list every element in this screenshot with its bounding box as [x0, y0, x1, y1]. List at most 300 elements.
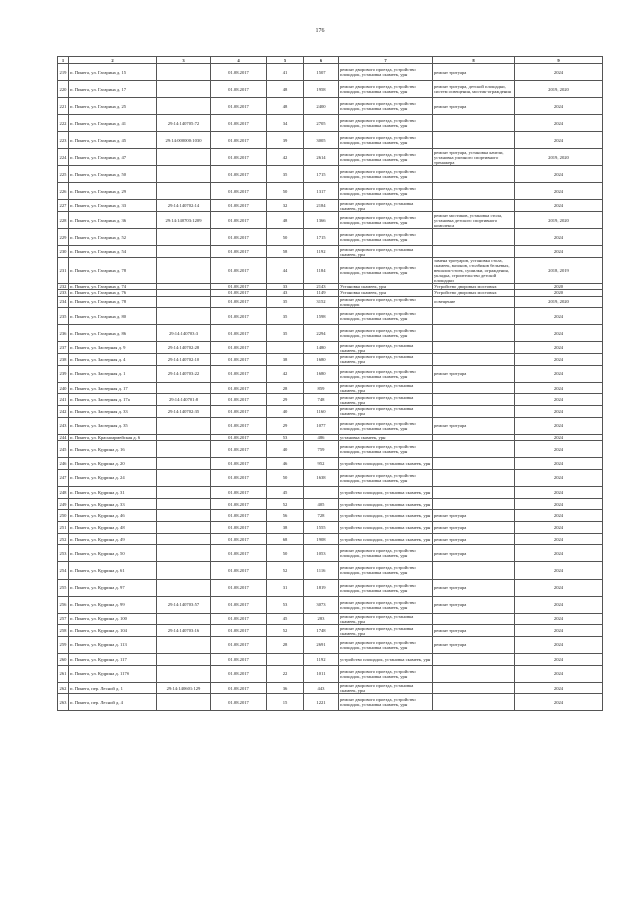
cell-cad — [157, 486, 211, 498]
cell-cad: 29:14:140703:3 — [157, 325, 211, 342]
cell-date: 01.08.2017 — [211, 613, 267, 625]
cell-date: 01.08.2017 — [211, 562, 267, 579]
cell-year: 2024 — [515, 183, 603, 200]
cell-pct: 38 — [267, 354, 304, 366]
cell-n: 239 — [58, 365, 69, 382]
table-row — [58, 682, 603, 694]
cell-n: 236 — [58, 325, 69, 342]
cell-cad: 29:14:140702:14 — [157, 200, 211, 212]
header-cell: 7 — [339, 57, 433, 64]
cell-area: 1160 — [304, 406, 339, 418]
cell-cad — [157, 533, 211, 545]
cell-n: 244 — [58, 434, 69, 440]
cell-extra: ремонт тротуара, установка качели, установка уличного спортивного тренажера — [433, 149, 515, 166]
cell-date: 01.08.2017 — [211, 290, 267, 296]
cell-cad — [157, 166, 211, 183]
cell-extra — [433, 132, 515, 149]
table-body — [58, 64, 603, 711]
cell-addr: п. Пинега, ул. Гагарина д. 54 — [69, 246, 157, 258]
cell-area: 859 — [304, 382, 339, 394]
cell-year: 2024 — [515, 533, 603, 545]
cell-date: 01.08.2017 — [211, 212, 267, 229]
cell-extra — [433, 654, 515, 666]
cell-work: ремонт дворового проезда, устройство площадок, установка скамеек, урн — [339, 545, 433, 562]
cell-year: 2024 — [515, 406, 603, 418]
cell-year: 2024 — [515, 682, 603, 694]
cell-cad: 29:14:140701:8 — [157, 394, 211, 406]
cell-cad: 29:14:140702:35 — [157, 406, 211, 418]
cell-year: 2024 — [515, 132, 603, 149]
cell-addr: п. Пинега, ул. Гагарина д. 47 — [69, 149, 157, 166]
cell-pct: 40 — [267, 406, 304, 418]
header-cell: 8 — [433, 57, 515, 64]
cell-extra — [433, 498, 515, 510]
cell-area: 3005 — [304, 132, 339, 149]
cell-cad — [157, 498, 211, 510]
cell-year: 2019, 2020 — [515, 212, 603, 229]
cell-work: ремонт дворового проезда, устройство площадок, установка скамеек, урн — [339, 469, 433, 486]
table-row — [58, 533, 603, 545]
cell-year: 2024 — [515, 562, 603, 579]
cell-area: 1221 — [304, 694, 339, 711]
cell-addr: п. Пинега, ул. Заозерная д. 4 — [69, 354, 157, 366]
cell-area: 952 — [304, 458, 339, 470]
table-row — [58, 183, 603, 200]
cell-area: 2705 — [304, 115, 339, 132]
cell-addr: п. Пинега, ул. Заозерная д. 1 — [69, 365, 157, 382]
cell-year: 2024 — [515, 665, 603, 682]
cell-year: 2024 — [515, 394, 603, 406]
cell-work: устройство площадок, установка скамеек, урн — [339, 458, 433, 470]
cell-cad — [157, 613, 211, 625]
cell-area: 1598 — [304, 308, 339, 325]
cell-year: 2024 — [515, 498, 603, 510]
cell-extra — [433, 665, 515, 682]
cell-n: 245 — [58, 441, 69, 458]
cell-work: ремонт дворового проезда, установка скамеек, урн — [339, 342, 433, 354]
cell-cad — [157, 665, 211, 682]
cell-pct: 38 — [267, 522, 304, 534]
table-row — [58, 132, 603, 149]
cell-area: 1192 — [304, 654, 339, 666]
cell-extra — [433, 200, 515, 212]
cell-area: 443 — [304, 682, 339, 694]
cell-year: 2024 — [515, 417, 603, 434]
cell-date: 01.08.2017 — [211, 694, 267, 711]
cell-pct — [267, 342, 304, 354]
cell-date: 01.08.2017 — [211, 115, 267, 132]
cell-cad — [157, 579, 211, 596]
cell-n: 255 — [58, 579, 69, 596]
cell-year: 2024 — [515, 354, 603, 366]
cell-area: 1149 — [304, 290, 339, 296]
cell-cad: 29:14:140702:28 — [157, 342, 211, 354]
table-row — [58, 665, 603, 682]
cell-addr: п. Пинега, ул. Гагарина д. 50 — [69, 166, 157, 183]
cell-n: 262 — [58, 682, 69, 694]
cell-work: устройство площадок, установка скамеек, урн — [339, 533, 433, 545]
cell-n: 225 — [58, 166, 69, 183]
table-row — [58, 296, 603, 308]
cell-area: 2691 — [304, 636, 339, 653]
cell-date: 01.08.2017 — [211, 486, 267, 498]
cell-area: 2614 — [304, 149, 339, 166]
table-row — [58, 625, 603, 637]
cell-year: 2024 — [515, 486, 603, 498]
cell-n: 254 — [58, 562, 69, 579]
cell-work: ремонт дворового проезда, устройство площадок, установка скамеек, урн — [339, 229, 433, 246]
cell-n: 240 — [58, 382, 69, 394]
cell-date: 01.08.2017 — [211, 325, 267, 342]
cell-year: 2024 — [515, 342, 603, 354]
header-cell: 9 — [515, 57, 603, 64]
cell-area: 728 — [304, 510, 339, 522]
cell-n: 233 — [58, 290, 69, 296]
cell-year: 2024 — [515, 98, 603, 115]
table-row — [58, 486, 603, 498]
cell-cad — [157, 562, 211, 579]
cell-pct: 45 — [267, 486, 304, 498]
cell-year: 2019, 2020 — [515, 296, 603, 308]
cell-extra: ремонт тротуара — [433, 522, 515, 534]
table-row — [58, 469, 603, 486]
cell-addr: п. Пинега, ул. Гагарина д. 36 — [69, 212, 157, 229]
cell-pct: 43 — [267, 290, 304, 296]
cell-pct: 36 — [267, 682, 304, 694]
cell-addr: п. Пинега, ул. Гагарина д. 29 — [69, 183, 157, 200]
cell-addr: п. Пинега, ул. Кудрина д. 33 — [69, 498, 157, 510]
cell-addr: п. Пинега, ул. Заозерная д. 9 — [69, 342, 157, 354]
cell-n: 248 — [58, 486, 69, 498]
cell-area: 2400 — [304, 98, 339, 115]
cell-addr: п. Пинега, ул. Кудрина д. 99 — [69, 596, 157, 613]
cell-work: ремонт дворового проезда, установка скамеек, урн — [339, 246, 433, 258]
cell-date: 01.08.2017 — [211, 406, 267, 418]
cell-year: 2024 — [515, 510, 603, 522]
cell-date: 01.08.2017 — [211, 458, 267, 470]
cell-addr: п. Пинега, ул. Кудрина д. 49 — [69, 533, 157, 545]
cell-addr: п. Пинега, ул. Гагарина д. 17 — [69, 81, 157, 98]
cell-pct: 45 — [267, 613, 304, 625]
cell-extra — [433, 613, 515, 625]
cell-extra: замена тротуаров, установка стола, скамеек, вазонов, столбиков бельевых, вешалок-стоек, сушилки, ограждения, укладка, строительство детской площадки — [433, 257, 515, 283]
cell-area: 1680 — [304, 354, 339, 366]
cell-year: 2020 — [515, 283, 603, 289]
cell-work: ремонт дворового проезда, установка скамеек, урн — [339, 394, 433, 406]
cell-cad: 29:14:140601:129 — [157, 682, 211, 694]
cell-addr: п. Пинега, ул. Кудрина д. 48 — [69, 522, 157, 534]
cell-n: 220 — [58, 81, 69, 98]
cell-addr: п. Пинега, ул. Гагарина д. 45 — [69, 132, 157, 149]
cell-pct: 52 — [267, 625, 304, 637]
cell-cad — [157, 98, 211, 115]
cell-n: 259 — [58, 636, 69, 653]
cell-extra — [433, 469, 515, 486]
cell-date: 01.08.2017 — [211, 166, 267, 183]
cell-extra — [433, 382, 515, 394]
cell-year: 2024 — [515, 382, 603, 394]
cell-year: 2024 — [515, 229, 603, 246]
cell-addr: п. Пинега, ул. Кудрина д. 16 — [69, 441, 157, 458]
cell-work: ремонт дворового проезда, устройство площадок, установка скамеек, урн — [339, 115, 433, 132]
header-cell: 4 — [211, 57, 267, 64]
cell-year: 2024 — [515, 545, 603, 562]
cell-extra — [433, 486, 515, 498]
cell-year: 2024 — [515, 625, 603, 637]
cell-pct: 50 — [267, 229, 304, 246]
cell-cad: 29:14:140705:72 — [157, 115, 211, 132]
cell-area: 2184 — [304, 200, 339, 212]
cell-cad — [157, 183, 211, 200]
cell-addr: п. Пинега, ул. Кудрина д. 104 — [69, 625, 157, 637]
cell-area: 1480 — [304, 342, 339, 354]
cell-n: 234 — [58, 296, 69, 308]
cell-area: 1680 — [304, 365, 339, 382]
cell-n: 229 — [58, 229, 69, 246]
cell-extra — [433, 342, 515, 354]
cell-work: ремонт дворового проезда, установка скамеек, урн — [339, 625, 433, 637]
cell-work: ремонт дворового проезда, устройство площадок, установка скамеек, урн — [339, 636, 433, 653]
cell-extra: освещение — [433, 296, 515, 308]
cell-n: 261 — [58, 665, 69, 682]
cell-n: 221 — [58, 98, 69, 115]
table-row — [58, 200, 603, 212]
cell-area: 3152 — [304, 296, 339, 308]
cell-work: Установка скамеек, урн — [339, 283, 433, 289]
cell-year: 2024 — [515, 522, 603, 534]
cell-cad: 29:14:140703:16 — [157, 625, 211, 637]
cell-area: 748 — [304, 394, 339, 406]
cell-extra — [433, 682, 515, 694]
cell-cad — [157, 654, 211, 666]
cell-date: 01.08.2017 — [211, 579, 267, 596]
cell-pct: 58 — [267, 246, 304, 258]
cell-pct: 31 — [267, 579, 304, 596]
cell-year: 2024 — [515, 613, 603, 625]
table-row — [58, 510, 603, 522]
table-row — [58, 596, 603, 613]
cell-date: 01.08.2017 — [211, 382, 267, 394]
cell-area: 1958 — [304, 81, 339, 98]
cell-cad — [157, 64, 211, 81]
cell-work: ремонт дворового проезда, устройство площадок, установка скамеек, урн — [339, 365, 433, 382]
cell-pct: 44 — [267, 257, 304, 283]
cell-pct: 53 — [267, 596, 304, 613]
table-row — [58, 64, 603, 81]
cell-extra — [433, 183, 515, 200]
cell-addr: п. Пинега, ул. Гагарина д. 78 — [69, 296, 157, 308]
cell-extra — [433, 694, 515, 711]
improvement-table — [57, 56, 603, 711]
cell-n: 219 — [58, 64, 69, 81]
cell-extra: ремонт тротуара — [433, 533, 515, 545]
cell-cad — [157, 81, 211, 98]
cell-extra: ремонт тротуара — [433, 636, 515, 653]
cell-area: 1184 — [304, 257, 339, 283]
cell-extra — [433, 354, 515, 366]
cell-n: 230 — [58, 246, 69, 258]
cell-work: ремонт дворового проезда, устройство площадок, установка скамеек, урн — [339, 166, 433, 183]
table-row — [58, 441, 603, 458]
cell-extra: Устройство дворовых мостовых — [433, 290, 515, 296]
cell-year: 2024 — [515, 246, 603, 258]
cell-n: 231 — [58, 257, 69, 283]
cell-area: 2294 — [304, 325, 339, 342]
cell-extra — [433, 458, 515, 470]
cell-addr: п. Пинега, ул. Гагарина д. 15 — [69, 64, 157, 81]
cell-pct: 15 — [267, 694, 304, 711]
cell-n: 251 — [58, 522, 69, 534]
cell-date: 01.08.2017 — [211, 469, 267, 486]
table-row — [58, 325, 603, 342]
header-cell: 3 — [157, 57, 211, 64]
table-row — [58, 562, 603, 579]
cell-year: 2024 — [515, 636, 603, 653]
table-row — [58, 149, 603, 166]
header-cell: 5 — [267, 57, 304, 64]
cell-n: 238 — [58, 354, 69, 366]
cell-year: 2024 — [515, 596, 603, 613]
cell-date: 01.08.2017 — [211, 132, 267, 149]
cell-date: 01.08.2017 — [211, 510, 267, 522]
cell-extra: ремонт тротуара — [433, 64, 515, 81]
cell-extra: ремонт тротуара — [433, 98, 515, 115]
cell-area: 1011 — [304, 665, 339, 682]
cell-cad: 29:14:140703:1209 — [157, 212, 211, 229]
cell-date: 01.08.2017 — [211, 441, 267, 458]
cell-area: 2143 — [304, 283, 339, 289]
cell-year: 2024 — [515, 579, 603, 596]
cell-cad — [157, 510, 211, 522]
cell-area: 1715 — [304, 229, 339, 246]
table-row — [58, 98, 603, 115]
cell-date: 01.08.2017 — [211, 246, 267, 258]
table-row — [58, 81, 603, 98]
cell-pct: 29 — [267, 417, 304, 434]
cell-work: установка скамеек, урн — [339, 434, 433, 440]
cell-date: 01.08.2017 — [211, 596, 267, 613]
cell-pct: 29 — [267, 394, 304, 406]
cell-addr: п. Пинега, ул. Кудрина д. 20 — [69, 458, 157, 470]
table-row — [58, 636, 603, 653]
cell-addr: п. Пинега, ул. Кудрина д. 113 — [69, 636, 157, 653]
table-row — [58, 365, 603, 382]
cell-date: 01.08.2017 — [211, 342, 267, 354]
cell-n: 243 — [58, 417, 69, 434]
cell-area: 759 — [304, 441, 339, 458]
table-row — [58, 458, 603, 470]
cell-addr: п. Пинега, ул. Заозерная д. 35 — [69, 417, 157, 434]
cell-addr: п. Пинега, ул. Кудрина д. 31 — [69, 486, 157, 498]
cell-work: ремонт дворового проезда, устройство площадок, установка скамеек, урн — [339, 132, 433, 149]
table-row — [58, 342, 603, 354]
cell-pct: 52 — [267, 562, 304, 579]
cell-cad — [157, 246, 211, 258]
cell-year: 2024 — [515, 308, 603, 325]
cell-n: 263 — [58, 694, 69, 711]
cell-date: 01.08.2017 — [211, 625, 267, 637]
cell-year: 2024 — [515, 200, 603, 212]
cell-addr: п. Пинега, ул. Гагарина д. 80 — [69, 308, 157, 325]
cell-addr: п. Пинега, ул. Кудрина д. 117 — [69, 654, 157, 666]
cell-work: ремонт дворового проезда, устройство площадок, установка скамеек, урн — [339, 64, 433, 81]
cell-n: 223 — [58, 132, 69, 149]
cell-date: 01.08.2017 — [211, 417, 267, 434]
cell-area: 1555 — [304, 522, 339, 534]
header-cell: 6 — [304, 57, 339, 64]
cell-addr: п. Пинега, ул. Кудрина д. 97 — [69, 579, 157, 596]
cell-area: 405 — [304, 498, 339, 510]
cell-work: Установка скамеек, урн — [339, 290, 433, 296]
cell-pct: 22 — [267, 665, 304, 682]
cell-work: устройство площадок, установка скамеек, урн — [339, 522, 433, 534]
cell-work: ремонт дворового проезда, устройство площадок, установка скамеек, урн — [339, 308, 433, 325]
table-row — [58, 654, 603, 666]
cell-pct: 46 — [267, 458, 304, 470]
cell-extra — [433, 166, 515, 183]
cell-area: 1077 — [304, 417, 339, 434]
cell-year: 2024 — [515, 654, 603, 666]
cell-n: 247 — [58, 469, 69, 486]
cell-pct: 53 — [267, 434, 304, 440]
cell-n: 256 — [58, 596, 69, 613]
cell-area: 1908 — [304, 533, 339, 545]
header-cell: 1 — [58, 57, 69, 64]
cell-addr: п. Пинега, ул. Красноармейская д. 6 — [69, 434, 157, 440]
cell-n: 235 — [58, 308, 69, 325]
page-number: 176 — [315, 28, 325, 34]
cell-pct: 42 — [267, 149, 304, 166]
cell-extra — [433, 115, 515, 132]
cell-cad — [157, 382, 211, 394]
cell-year: 2024 — [515, 434, 603, 440]
cell-work: ремонт дворового проезда, устройство площадок, установка скамеек, урн — [339, 596, 433, 613]
cell-n: 242 — [58, 406, 69, 418]
cell-n: 222 — [58, 115, 69, 132]
cell-addr: п. Пинега, ул. Заозерная д. 17а — [69, 394, 157, 406]
cell-n: 252 — [58, 533, 69, 545]
cell-addr: п. Пинега, ул. Кудрина д. 24 — [69, 469, 157, 486]
cell-cad — [157, 636, 211, 653]
cell-pct: 41 — [267, 64, 304, 81]
table-row — [58, 694, 603, 711]
cell-area: 1748 — [304, 625, 339, 637]
cell-pct: 50 — [267, 545, 304, 562]
cell-area: 1507 — [304, 64, 339, 81]
cell-work: ремонт дворового проезда, установка скамеек, урн — [339, 200, 433, 212]
cell-cad: 29:14:140703:57 — [157, 596, 211, 613]
cell-date: 01.08.2017 — [211, 394, 267, 406]
table-row — [58, 417, 603, 434]
cell-cad: 29:14:140702:10 — [157, 354, 211, 366]
cell-extra: ремонт тротуара — [433, 579, 515, 596]
cell-work: устройство площадок, установка скамеек, урн — [339, 510, 433, 522]
cell-work: ремонт дворового проезда, устройство площадок, установка скамеек, урн — [339, 562, 433, 579]
cell-extra: ремонт тротуара — [433, 596, 515, 613]
cell-work: ремонт дворового проезда, установка скамеек, урн — [339, 406, 433, 418]
header-cell: 2 — [69, 57, 157, 64]
cell-area: 486 — [304, 434, 339, 440]
cell-addr: п. Пинега, ул. Гагарина д. 86 — [69, 325, 157, 342]
cell-pct: 28 — [267, 382, 304, 394]
cell-n: 232 — [58, 283, 69, 289]
cell-date: 01.08.2017 — [211, 682, 267, 694]
cell-pct: 42 — [267, 365, 304, 382]
cell-pct: 35 — [267, 308, 304, 325]
cell-date: 01.08.2017 — [211, 354, 267, 366]
table-row — [58, 229, 603, 246]
cell-addr: п. Пинега, ул. Кудрина д. 46 — [69, 510, 157, 522]
